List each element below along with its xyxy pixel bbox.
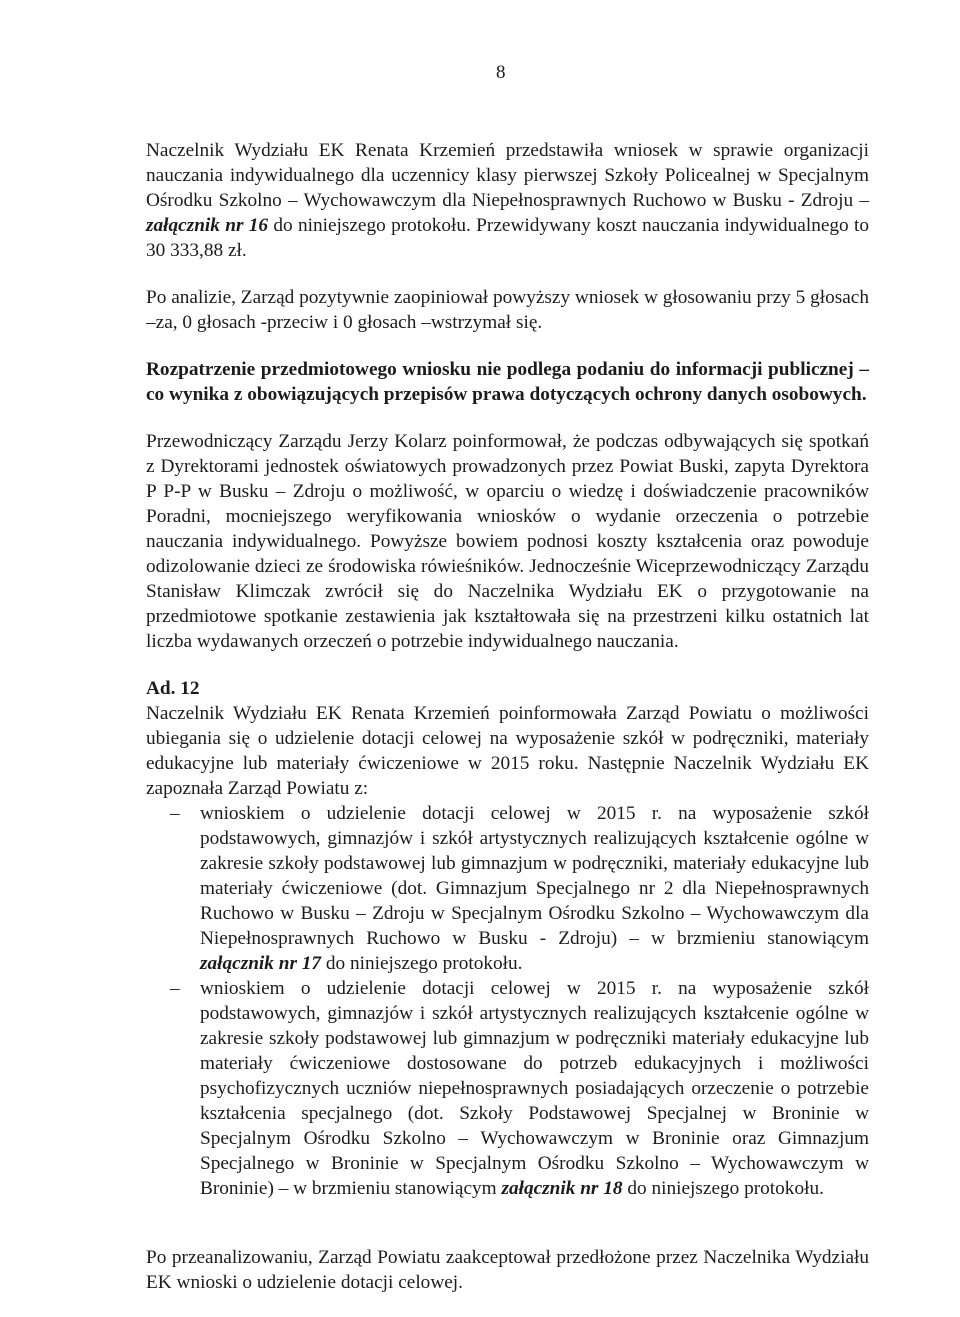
paragraph-organizacja-nauczania [146, 138, 869, 263]
document-body [146, 138, 869, 1317]
attachment-reference: załącznik nr 16 [146, 215, 269, 236]
application-list [146, 801, 869, 1201]
list-item-text: wnioskiem o udzielenie dotacji celowej w 2015 r. na wyposażenie szkół podstawowych, gimnazjów i szkół artystycznych realizujących kształcenie ogólne w zakresie szkoły podstawowej lub gimnazjum w podręczniki materiały edukacyjne lub materiały ćwiczeniowe dostosowane do potrzeb edukacyjnych i możliwości psychofizycznych uczniów niepełnosprawnych posiadających orzeczenie o potrzebie kształcenia specjalnego (dot. Szkoły Podstawowej Specjalnej w Broninie w Specjalnym Ośrodku Szkolno – Wychowawczym w Broninie oraz Gimnazjum Specjalnego w Broninie w Specjalnym Ośrodku Szkolno – Wychowawczym w Broninie) – w brzmieniu stanowiącym [200, 978, 869, 1199]
attachment-reference: załącznik nr 17 [200, 953, 322, 974]
page-number: 8 [496, 62, 506, 83]
paragraph-conclusion: Po przeanalizowaniu, Zarząd Powiatu zaakceptował przedłożone przez Naczelnika Wydziału EK wnioski o udzielenie dotacji celowej. [146, 1247, 869, 1293]
paragraph-chairman-statement: Przewodniczący Zarządu Jerzy Kolarz poinformował, że podczas odbywających się spotkań z Dyrektorami jednostek oświatowych prowadzonych przez Powiat Buski, zapyta Dyrektora P P-P w Busku – Zdroju o możliwość, w oparciu o wiedzę i doświadczenie pracowników Poradni, mocniejszego weryfikowania wniosków o wydanie orzeczenia o potrzebie nauczania indywidualnego. Powyższe bowiem podnosi koszty kształcenia oraz powoduje odizolowanie dzieci ze środowiska rówieśników. Jednocześnie Wiceprzewodniczący Zarządu Stanisław Klimczak zwrócił się do Naczelnika Wydziału EK o przygotowanie na przedmiotowe spotkanie zestawienia jak kształtowała się na przestrzeni kilku ostatnich lat liczba wydawanych orzeczeń o potrzebie indywidualnego nauczania. [146, 431, 869, 652]
paragraph-dotacja-intro: Naczelnik Wydziału EK Renata Krzemień poinformowała Zarząd Powiatu o możliwości ubiegania się o udzielenie dotacji celowej na wyposażenie szkół w podręczniki, materiały edukacyjne lub materiały ćwiczeniowe w 2015 roku. Następnie Naczelnik Wydziału EK zapoznała Zarząd Powiatu z: [146, 703, 869, 799]
paragraph-text: Naczelnik Wydziału EK Renata Krzemień przedstawiła wniosek w sprawie organizacji nauczania indywidualnego dla uczennicy klasy pierwszej Szkoły Policealnej w Specjalnym Ośrodku Szkolno – Wychowawczym dla Niepełnosprawnych Ruchowo w Busku - Zdroju – [146, 140, 869, 211]
paragraph-privacy-notice: Rozpatrzenie przedmiotowego wniosku nie podlega podaniu do informacji publicznej – co wynika z obowiązujących przepisów prawa dotyczących ochrony danych osobowych. [146, 359, 869, 405]
list-item [170, 976, 869, 1201]
attachment-reference: załącznik nr 18 [501, 1178, 623, 1199]
paragraph-voting-result: Po analizie, Zarząd pozytywnie zaopiniował powyższy wniosek w głosowaniu przy 5 głosach –za, 0 głosach -przeciw i 0 głosach –wstrzymał się. [146, 287, 869, 333]
list-item-text: do niniejszego protokołu. [321, 953, 523, 974]
paragraph-text: do niniejszego protokołu. Przewidywany koszt nauczania indywidualnego to 30 333,88 zł. [146, 215, 870, 261]
list-item [170, 801, 869, 976]
agenda-item-heading: Ad. 12 [146, 678, 200, 699]
list-item-text: do niniejszego protokołu. [622, 1178, 824, 1199]
dash-bullet: – [170, 978, 180, 999]
dash-bullet: – [170, 803, 180, 824]
list-item-text: wnioskiem o udzielenie dotacji celowej w 2015 r. na wyposażenie szkół podstawowych, gimnazjów i szkół artystycznych realizujących kształcenie ogólne w zakresie szkoły podstawowej lub gimnazjum w podręczniki, materiały edukacyjne lub materiały ćwiczeniowe (dot. Gimnazjum Specjalnego nr 2 dla Niepełnosprawnych Ruchowo w Busku – Zdroju w Specjalnym Ośrodku Szkolno – Wychowawczym dla Niepełnosprawnych Ruchowo w Busku - Zdroju) – w brzmieniu stanowiącym [200, 803, 869, 949]
